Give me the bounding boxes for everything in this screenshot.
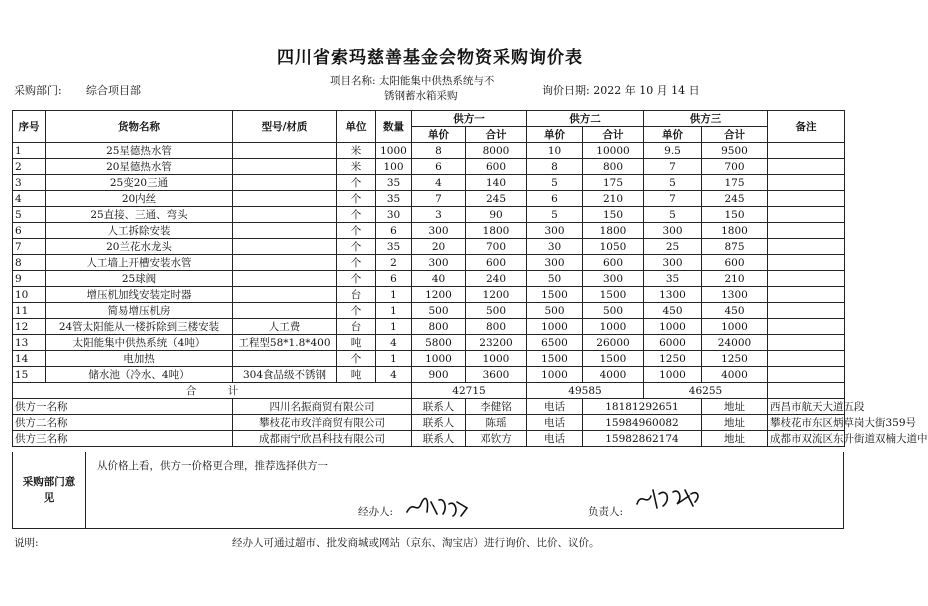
row-seq: 1 xyxy=(13,143,46,159)
row-remark xyxy=(768,335,845,351)
address-label: 地址 xyxy=(702,399,768,415)
row-seq: 8 xyxy=(13,255,46,271)
row-total-3: 450 xyxy=(702,303,768,319)
row-remark xyxy=(768,143,845,159)
table-row xyxy=(13,175,845,191)
table-row xyxy=(13,287,845,303)
table-row xyxy=(13,367,845,383)
row-qty: 35 xyxy=(376,239,412,255)
row-unit: 个 xyxy=(337,175,376,191)
row-total-3: 1250 xyxy=(702,351,768,367)
row-qty: 35 xyxy=(376,175,412,191)
row-total-1: 1000 xyxy=(466,351,527,367)
row-model xyxy=(233,175,337,191)
th-unit: 单位 xyxy=(337,111,376,143)
address-value: 成都市双流区东升街道双楠大道中 xyxy=(768,431,845,447)
th-total-2: 合计 xyxy=(583,127,644,143)
row-unit: 个 xyxy=(337,303,376,319)
project-line2: 锈钢蓄水箱采购 xyxy=(384,90,458,102)
row-qty: 6 xyxy=(376,223,412,239)
row-price-3: 450 xyxy=(644,303,702,319)
row-seq: 10 xyxy=(13,287,46,303)
th-unit-price-3: 单价 xyxy=(644,127,702,143)
totals-remark xyxy=(768,383,845,399)
table-row xyxy=(13,255,845,271)
row-price-3: 9.5 xyxy=(644,143,702,159)
row-price-3: 300 xyxy=(644,255,702,271)
row-model xyxy=(233,159,337,175)
row-price-2: 1000 xyxy=(527,367,583,383)
row-price-1: 4 xyxy=(412,175,466,191)
row-price-1: 8 xyxy=(412,143,466,159)
row-model xyxy=(233,351,337,367)
row-qty: 1000 xyxy=(376,143,412,159)
row-total-2: 1000 xyxy=(583,319,644,335)
row-total-1: 600 xyxy=(466,159,527,175)
row-remark xyxy=(768,175,845,191)
row-name: 24管太阳能从一楼拆除到三楼安装 xyxy=(46,319,233,335)
row-remark xyxy=(768,319,845,335)
opinion-label-line2: 见 xyxy=(43,492,55,504)
table-row xyxy=(13,303,845,319)
row-seq: 12 xyxy=(13,319,46,335)
row-seq: 2 xyxy=(13,159,46,175)
row-price-3: 6000 xyxy=(644,335,702,351)
totals-supplier2: 49585 xyxy=(527,383,644,399)
row-price-1: 20 xyxy=(412,239,466,255)
address-value: 西昌市航天大道五段 xyxy=(768,399,845,415)
th-unit-price-1: 单价 xyxy=(412,127,466,143)
phone-label: 电话 xyxy=(527,431,583,447)
row-model xyxy=(233,271,337,287)
row-price-2: 1000 xyxy=(527,319,583,335)
table-row xyxy=(13,207,845,223)
row-total-1: 245 xyxy=(466,191,527,207)
totals-supplier3: 46255 xyxy=(644,383,768,399)
row-qty: 100 xyxy=(376,159,412,175)
row-price-1: 500 xyxy=(412,303,466,319)
supplier-name: 攀枝花市玫洋商贸有限公司 xyxy=(233,415,412,431)
row-price-3: 5 xyxy=(644,175,702,191)
row-price-2: 1500 xyxy=(527,287,583,303)
row-price-3: 35 xyxy=(644,271,702,287)
table-row xyxy=(13,159,845,175)
row-remark xyxy=(768,191,845,207)
supplier-name: 成都雨宁欣昌科技有限公司 xyxy=(233,431,412,447)
row-total-3: 9500 xyxy=(702,143,768,159)
row-qty: 4 xyxy=(376,335,412,351)
row-total-2: 500 xyxy=(583,303,644,319)
th-remark: 备注 xyxy=(768,111,845,143)
row-total-1: 800 xyxy=(466,319,527,335)
row-total-3: 24000 xyxy=(702,335,768,351)
row-price-2: 5 xyxy=(527,207,583,223)
row-seq: 5 xyxy=(13,207,46,223)
row-unit: 吨 xyxy=(337,367,376,383)
phone-number: 15984960082 xyxy=(583,415,702,431)
th-total-3: 合计 xyxy=(702,127,768,143)
row-total-3: 245 xyxy=(702,191,768,207)
row-total-3: 4000 xyxy=(702,367,768,383)
table-row xyxy=(13,223,845,239)
row-model xyxy=(233,303,337,319)
row-price-2: 6500 xyxy=(527,335,583,351)
supplier-label: 供方三名称 xyxy=(13,431,233,447)
totals-label: 合 计 xyxy=(13,383,412,399)
row-total-1: 500 xyxy=(466,303,527,319)
contact-label: 联系人 xyxy=(412,399,466,415)
row-total-2: 4000 xyxy=(583,367,644,383)
row-name: 人工墙上开槽安装水管 xyxy=(46,255,233,271)
row-price-1: 3 xyxy=(412,207,466,223)
row-remark xyxy=(768,223,845,239)
row-total-2: 1800 xyxy=(583,223,644,239)
row-total-2: 175 xyxy=(583,175,644,191)
row-qty: 30 xyxy=(376,207,412,223)
address-label: 地址 xyxy=(702,431,768,447)
th-qty: 数量 xyxy=(376,111,412,143)
row-name: 电加热 xyxy=(46,351,233,367)
row-price-1: 300 xyxy=(412,255,466,271)
th-supplier3: 供方三 xyxy=(644,111,768,127)
row-seq: 6 xyxy=(13,223,46,239)
row-remark xyxy=(768,239,845,255)
phone-label: 电话 xyxy=(527,415,583,431)
totals-row xyxy=(13,383,845,399)
row-total-2: 26000 xyxy=(583,335,644,351)
totals-supplier1: 42715 xyxy=(412,383,527,399)
row-total-1: 140 xyxy=(466,175,527,191)
opinion-label xyxy=(13,452,86,528)
row-model xyxy=(233,143,337,159)
table-row xyxy=(13,239,845,255)
row-unit: 吨 xyxy=(337,335,376,351)
footer-text: 经办人可通过超市、批发商城或网站（京东、淘宝店）进行询价、比价、议价。 xyxy=(232,537,600,549)
row-unit: 米 xyxy=(337,159,376,175)
row-model xyxy=(233,255,337,271)
table-row xyxy=(13,191,845,207)
row-qty: 4 xyxy=(376,367,412,383)
row-qty: 1 xyxy=(376,303,412,319)
row-price-3: 300 xyxy=(644,223,702,239)
row-name: 25变20三通 xyxy=(46,175,233,191)
row-total-1: 600 xyxy=(466,255,527,271)
row-remark xyxy=(768,303,845,319)
row-seq: 4 xyxy=(13,191,46,207)
row-unit: 个 xyxy=(337,223,376,239)
project-block xyxy=(330,74,520,104)
row-price-3: 1250 xyxy=(644,351,702,367)
row-remark xyxy=(768,351,845,367)
row-name: 增压机加线安装定时器 xyxy=(46,287,233,303)
row-total-3: 1300 xyxy=(702,287,768,303)
row-name: 20内丝 xyxy=(46,191,233,207)
row-total-3: 875 xyxy=(702,239,768,255)
row-total-3: 600 xyxy=(702,255,768,271)
row-total-2: 150 xyxy=(583,207,644,223)
row-total-3: 175 xyxy=(702,175,768,191)
row-price-2: 300 xyxy=(527,255,583,271)
th-total-1: 合计 xyxy=(466,127,527,143)
row-qty: 2 xyxy=(376,255,412,271)
row-price-1: 7 xyxy=(412,191,466,207)
contact-name: 李健铭 xyxy=(466,399,527,415)
row-price-3: 1000 xyxy=(644,319,702,335)
row-remark xyxy=(768,255,845,271)
footer-label: 说明: xyxy=(14,537,39,549)
row-seq: 11 xyxy=(13,303,46,319)
row-unit: 个 xyxy=(337,239,376,255)
row-total-2: 800 xyxy=(583,159,644,175)
row-name: 人工拆除安装 xyxy=(46,223,233,239)
row-total-2: 1500 xyxy=(583,287,644,303)
th-supplier1: 供方一 xyxy=(412,111,527,127)
row-qty: 1 xyxy=(376,287,412,303)
contact-label: 联系人 xyxy=(412,431,466,447)
row-remark xyxy=(768,367,845,383)
row-price-1: 900 xyxy=(412,367,466,383)
row-price-2: 5 xyxy=(527,175,583,191)
row-unit: 个 xyxy=(337,207,376,223)
row-price-1: 300 xyxy=(412,223,466,239)
row-seq: 15 xyxy=(13,367,46,383)
opinion-label-line1: 采购部门意 xyxy=(22,476,76,488)
row-price-3: 1000 xyxy=(644,367,702,383)
row-unit: 个 xyxy=(337,351,376,367)
row-total-2: 1500 xyxy=(583,351,644,367)
row-model xyxy=(233,223,337,239)
dept-label: 采购部门: xyxy=(14,84,62,97)
contact-name: 陈瑶 xyxy=(466,415,527,431)
form-title: 四川省索玛慈善基金会物资采购询价表 xyxy=(277,48,583,68)
th-model: 型号/材质 xyxy=(233,111,337,143)
row-unit: 个 xyxy=(337,271,376,287)
row-qty: 1 xyxy=(376,319,412,335)
row-model xyxy=(233,207,337,223)
row-price-1: 6 xyxy=(412,159,466,175)
row-name: 25星德热水管 xyxy=(46,143,233,159)
row-price-1: 1200 xyxy=(412,287,466,303)
row-price-3: 25 xyxy=(644,239,702,255)
row-total-2: 600 xyxy=(583,255,644,271)
row-price-3: 5 xyxy=(644,207,702,223)
supplier-row xyxy=(13,431,845,447)
row-total-1: 8000 xyxy=(466,143,527,159)
row-remark xyxy=(768,159,845,175)
row-seq: 7 xyxy=(13,239,46,255)
row-price-2: 1500 xyxy=(527,351,583,367)
row-total-1: 240 xyxy=(466,271,527,287)
contact-name: 邓钦方 xyxy=(466,431,527,447)
row-name: 太阳能集中供热系统（4吨） xyxy=(46,335,233,351)
row-name: 25直接、三通、弯头 xyxy=(46,207,233,223)
row-price-1: 800 xyxy=(412,319,466,335)
row-price-3: 7 xyxy=(644,159,702,175)
row-seq: 9 xyxy=(13,271,46,287)
supplier-label: 供方二名称 xyxy=(13,415,233,431)
row-total-2: 210 xyxy=(583,191,644,207)
row-total-1: 23200 xyxy=(466,335,527,351)
row-unit: 米 xyxy=(337,143,376,159)
project-label: 项目名称: xyxy=(330,75,376,87)
dept-value: 综合项目部 xyxy=(86,84,141,97)
opinion-section xyxy=(12,452,844,529)
row-model: 304食品级不锈钢 xyxy=(233,367,337,383)
row-price-1: 1000 xyxy=(412,351,466,367)
th-name: 货物名称 xyxy=(46,111,233,143)
row-total-3: 210 xyxy=(702,271,768,287)
handler-label: 经办人: xyxy=(358,506,394,518)
row-price-2: 10 xyxy=(527,143,583,159)
phone-number: 15982862174 xyxy=(583,431,702,447)
row-price-2: 30 xyxy=(527,239,583,255)
row-seq: 13 xyxy=(13,335,46,351)
address-value: 攀枝花市东区炳草岗大街359号 xyxy=(768,415,845,431)
row-remark xyxy=(768,287,845,303)
supplier-name: 四川名振商贸有限公司 xyxy=(233,399,412,415)
row-qty: 6 xyxy=(376,271,412,287)
row-total-3: 1000 xyxy=(702,319,768,335)
inquiry-table xyxy=(12,110,928,447)
row-qty: 35 xyxy=(376,191,412,207)
row-model: 工程型58*1.8*400 xyxy=(233,335,337,351)
row-price-3: 1300 xyxy=(644,287,702,303)
contact-label: 联系人 xyxy=(412,415,466,431)
row-price-2: 500 xyxy=(527,303,583,319)
responsible-label: 负责人: xyxy=(588,506,624,518)
table-row xyxy=(13,351,845,367)
table-row xyxy=(13,335,845,351)
supplier-label: 供方一名称 xyxy=(13,399,233,415)
table-row xyxy=(13,143,845,159)
row-model xyxy=(233,287,337,303)
responsible-signature xyxy=(633,484,703,518)
row-name: 简易增压机房 xyxy=(46,303,233,319)
address-label: 地址 xyxy=(702,415,768,431)
row-total-1: 3600 xyxy=(466,367,527,383)
row-unit: 台 xyxy=(337,287,376,303)
row-price-2: 300 xyxy=(527,223,583,239)
row-total-2: 300 xyxy=(583,271,644,287)
row-total-2: 1050 xyxy=(583,239,644,255)
supplier-row xyxy=(13,399,845,415)
row-price-2: 8 xyxy=(527,159,583,175)
row-total-3: 150 xyxy=(702,207,768,223)
row-total-1: 700 xyxy=(466,239,527,255)
row-total-3: 700 xyxy=(702,159,768,175)
row-model xyxy=(233,239,337,255)
phone-number: 18181292651 xyxy=(583,399,702,415)
th-supplier2: 供方二 xyxy=(527,111,644,127)
row-price-2: 6 xyxy=(527,191,583,207)
row-name: 25球阀 xyxy=(46,271,233,287)
phone-label: 电话 xyxy=(527,399,583,415)
row-model: 人工费 xyxy=(233,319,337,335)
project-line1: 太阳能集中供热系统与不 xyxy=(378,75,495,87)
row-seq: 3 xyxy=(13,175,46,191)
row-price-1: 40 xyxy=(412,271,466,287)
row-unit: 台 xyxy=(337,319,376,335)
row-total-1: 90 xyxy=(466,207,527,223)
row-total-1: 1200 xyxy=(466,287,527,303)
opinion-text: 从价格上看，供方一价格更合理，推荐选择供方一 xyxy=(97,460,328,472)
row-name: 储水池（冷水、4吨） xyxy=(46,367,233,383)
handler-signature xyxy=(403,494,473,524)
table-row xyxy=(13,319,845,335)
row-qty: 1 xyxy=(376,351,412,367)
row-unit: 个 xyxy=(337,191,376,207)
row-model xyxy=(233,191,337,207)
row-seq: 14 xyxy=(13,351,46,367)
table-row xyxy=(13,271,845,287)
supplier-row xyxy=(13,415,845,431)
row-name: 20星德热水管 xyxy=(46,159,233,175)
row-remark xyxy=(768,271,845,287)
row-unit: 个 xyxy=(337,255,376,271)
row-remark xyxy=(768,207,845,223)
row-total-3: 1800 xyxy=(702,223,768,239)
row-name: 20兰花水龙头 xyxy=(46,239,233,255)
row-price-1: 5800 xyxy=(412,335,466,351)
row-total-2: 10000 xyxy=(583,143,644,159)
inquiry-date: 询价日期: 2022 年 10 月 14 日 xyxy=(542,84,700,97)
row-price-2: 50 xyxy=(527,271,583,287)
row-total-1: 1800 xyxy=(466,223,527,239)
th-seq: 序号 xyxy=(13,111,46,143)
th-unit-price-2: 单价 xyxy=(527,127,583,143)
row-price-3: 7 xyxy=(644,191,702,207)
